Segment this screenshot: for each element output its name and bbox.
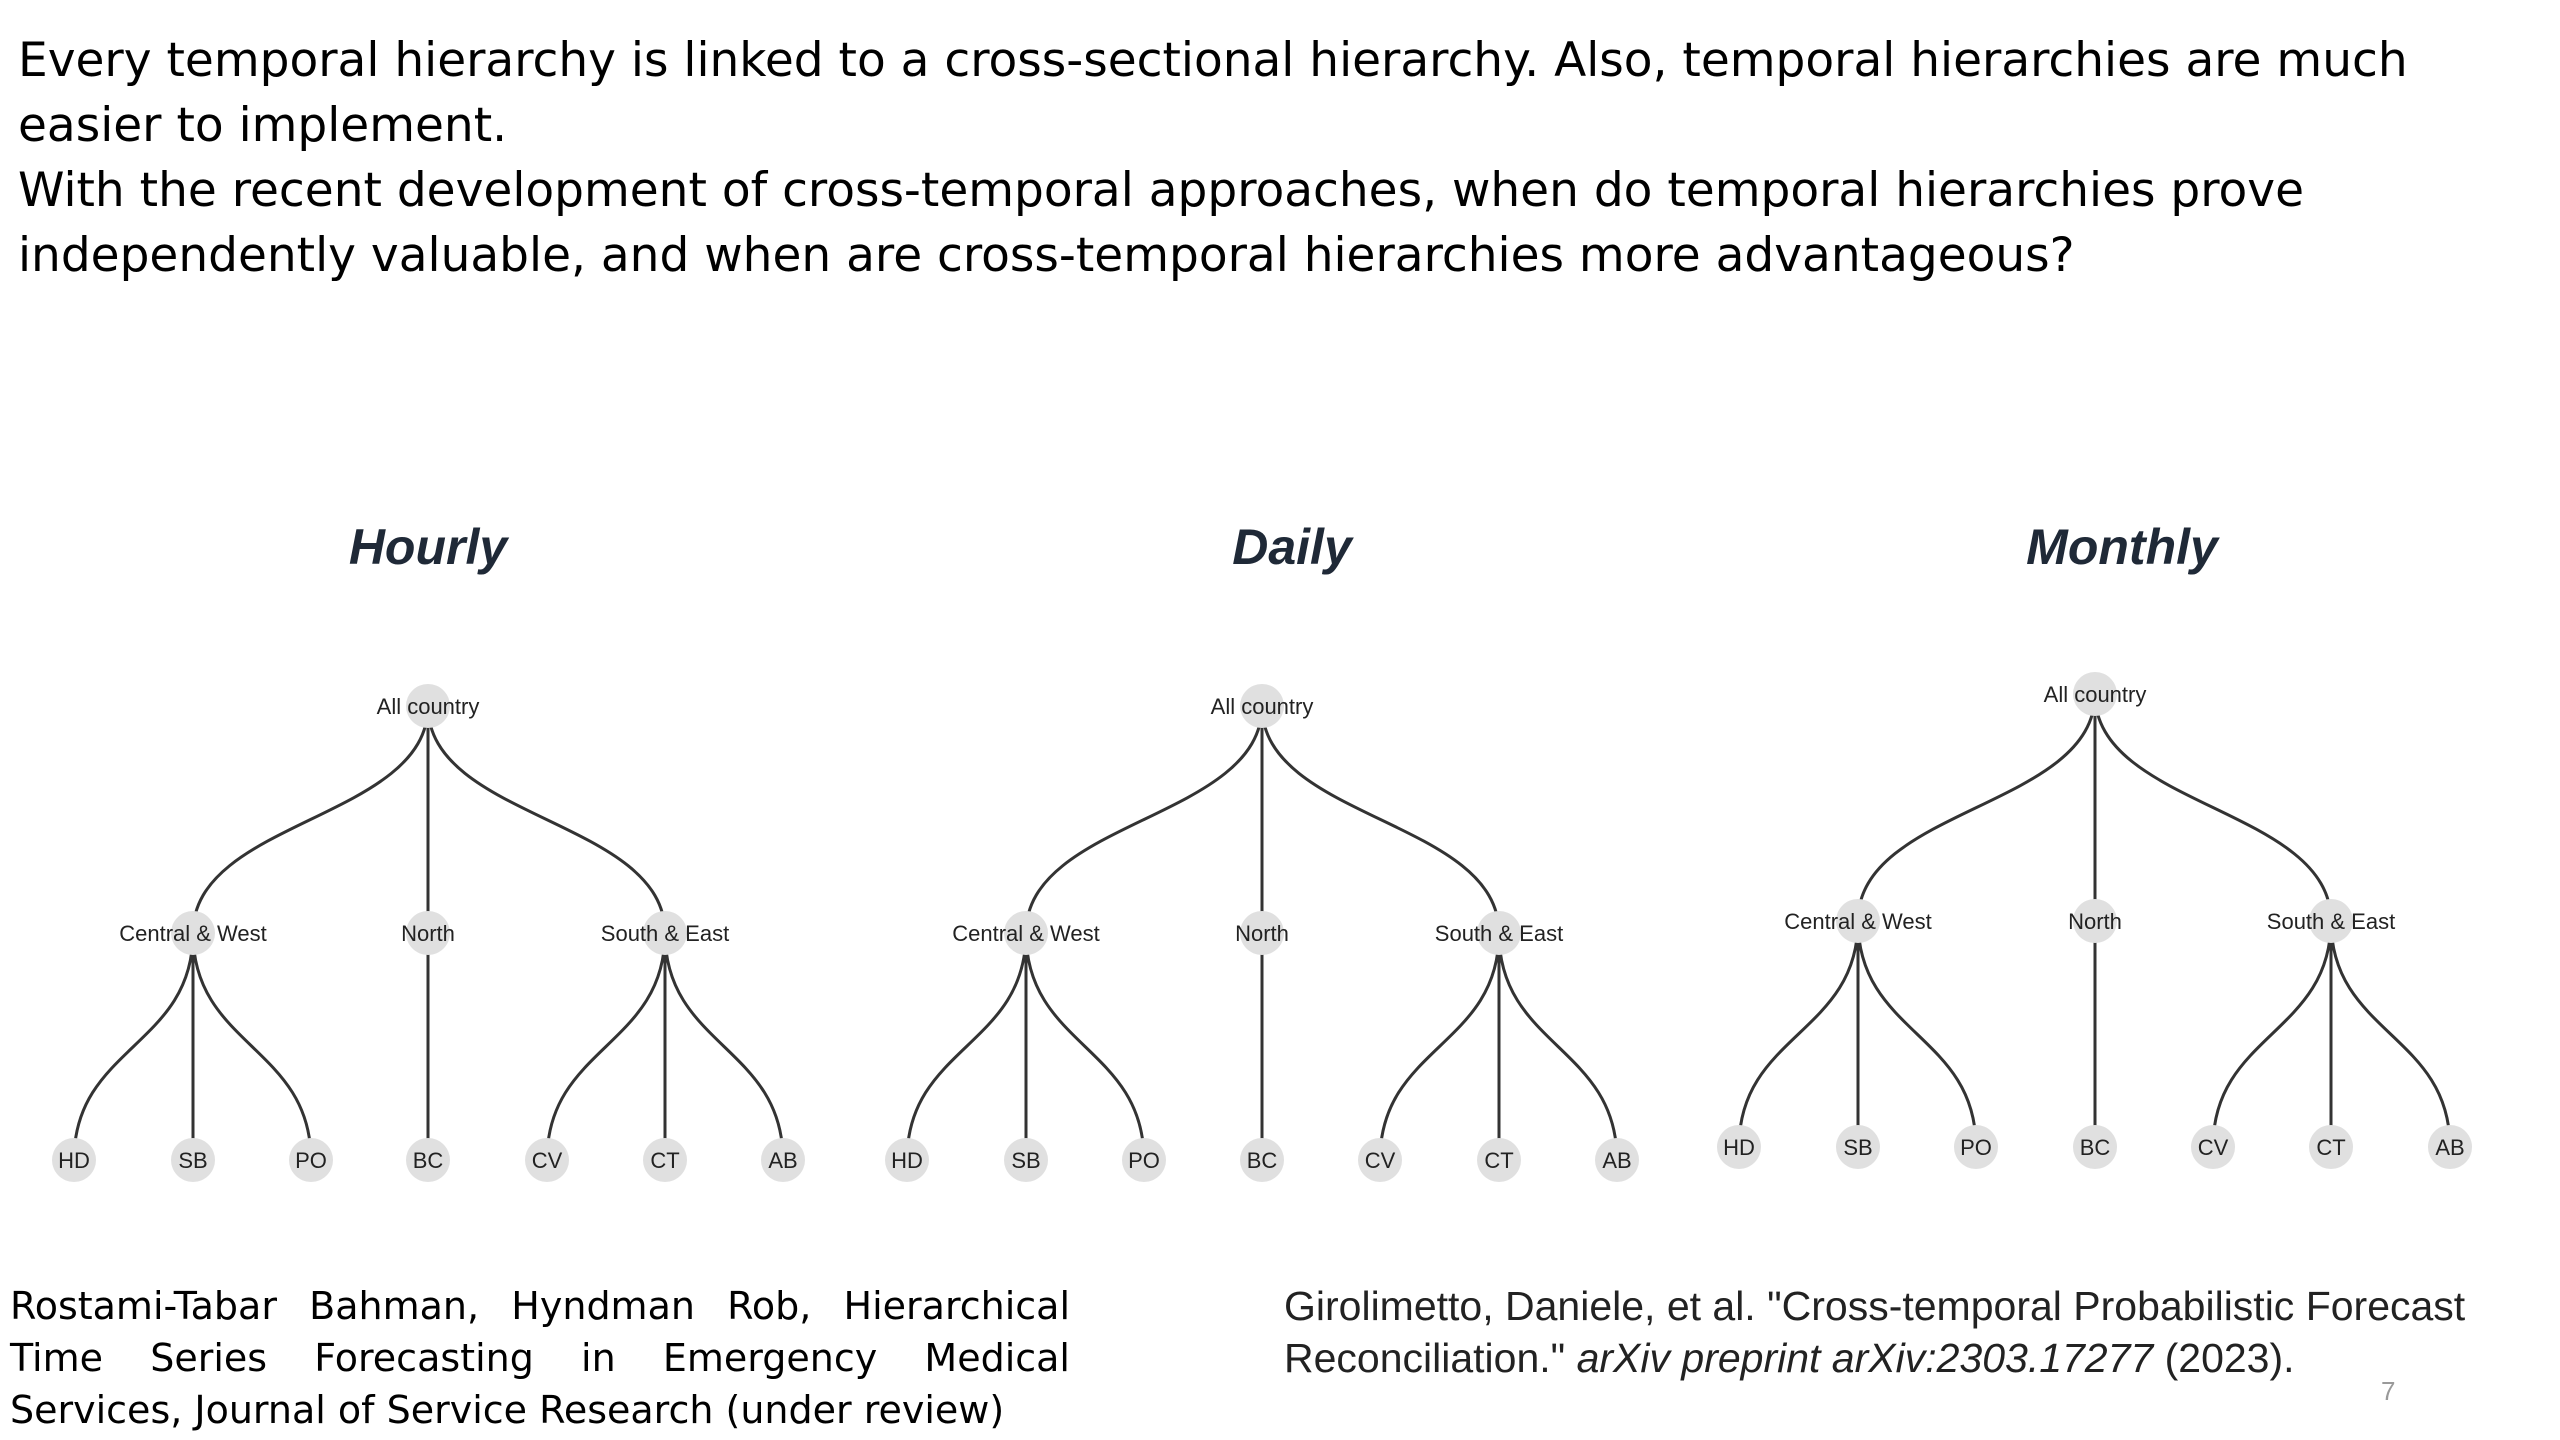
edge-root-to-region bbox=[1262, 706, 1499, 933]
reference-girolimetto-text: Girolimetto, Daniele, et al. "Cross-temporal Probabilistic Forecast Reconciliation." bbox=[1284, 1283, 2466, 1381]
tree-title-hourly: Hourly bbox=[348, 519, 508, 575]
edge-region-to-leaf bbox=[1026, 933, 1144, 1160]
root-all-country-label: All country bbox=[2043, 681, 2147, 707]
tree-monthly bbox=[1717, 672, 2472, 1169]
edge-region-to-leaf bbox=[1499, 933, 1617, 1160]
leaf-sb-label: SB bbox=[178, 1147, 208, 1173]
edge-region-to-leaf bbox=[907, 933, 1026, 1160]
leaf-po-label: PO bbox=[1960, 1134, 1992, 1160]
tree-title-daily: Daily bbox=[1232, 519, 1352, 575]
edge-region-to-leaf bbox=[2331, 921, 2450, 1147]
edge-region-to-leaf bbox=[547, 933, 665, 1160]
edge-region-to-leaf bbox=[1380, 933, 1499, 1160]
edge-region-to-leaf bbox=[665, 933, 783, 1160]
leaf-ab-label: AB bbox=[1602, 1147, 1632, 1173]
edge-region-to-leaf bbox=[74, 933, 193, 1160]
leaf-po-label: PO bbox=[295, 1147, 327, 1173]
tree-daily bbox=[885, 684, 1639, 1182]
reference-rostami-tabar: Rostami-Tabar Bahman, Hyndman Rob, Hierarchical Time Series Forecasting in Emergency Medical Services, Journal of Service Research (under review) bbox=[10, 1284, 1070, 1432]
reference-girolimetto bbox=[1284, 1280, 2544, 1384]
leaf-bc-label: BC bbox=[1246, 1147, 1278, 1173]
region-central-west-label: Central & West bbox=[952, 920, 1100, 946]
page-number: 7 bbox=[2381, 1376, 2396, 1406]
region-north-label: North bbox=[401, 920, 455, 946]
leaf-hd-label: HD bbox=[891, 1147, 923, 1173]
leaf-po-label: PO bbox=[1128, 1147, 1160, 1173]
intro-paragraph-1: Every temporal hierarchy is linked to a cross-sectional hierarchy. Also, temporal hierarchies are much easier to implement. bbox=[18, 33, 2408, 153]
region-south-east-label: South & East bbox=[2266, 908, 2396, 934]
tree-hourly bbox=[52, 684, 805, 1182]
edge-root-to-region bbox=[1026, 706, 1262, 933]
region-north-label: North bbox=[2068, 908, 2122, 934]
edge-region-to-leaf bbox=[193, 933, 311, 1160]
region-south-east-label: South & East bbox=[1434, 920, 1564, 946]
edge-region-to-leaf bbox=[1739, 921, 1858, 1147]
root-all-country-label: All country bbox=[376, 693, 480, 719]
reference-girolimetto-journal: arXiv preprint arXiv:2303.17277 bbox=[1576, 1335, 2154, 1381]
leaf-ab-label: AB bbox=[2435, 1134, 2465, 1160]
tree-title-monthly: Monthly bbox=[2026, 519, 2218, 575]
leaf-hd-label: HD bbox=[58, 1147, 90, 1173]
reference-girolimetto-year: (2023). bbox=[2153, 1335, 2295, 1381]
edge-root-to-region bbox=[1858, 694, 2095, 921]
edge-root-to-region bbox=[2095, 694, 2331, 921]
leaf-sb-label: SB bbox=[1843, 1134, 1873, 1160]
edge-region-to-leaf bbox=[1858, 921, 1976, 1147]
region-south-east-label: South & East bbox=[600, 920, 730, 946]
region-central-west-label: Central & West bbox=[119, 920, 267, 946]
leaf-bc-label: BC bbox=[412, 1147, 444, 1173]
leaf-ct-label: CT bbox=[1484, 1147, 1514, 1173]
root-all-country-label: All country bbox=[1210, 693, 1314, 719]
region-central-west-label: Central & West bbox=[1784, 908, 1932, 934]
leaf-ct-label: CT bbox=[2316, 1134, 2346, 1160]
leaf-ct-label: CT bbox=[650, 1147, 680, 1173]
leaf-cv-label: CV bbox=[2197, 1134, 2229, 1160]
leaf-hd-label: HD bbox=[1723, 1134, 1755, 1160]
leaf-ab-label: AB bbox=[768, 1147, 798, 1173]
edge-root-to-region bbox=[428, 706, 665, 933]
leaf-sb-label: SB bbox=[1011, 1147, 1041, 1173]
edge-root-to-region bbox=[193, 706, 428, 933]
leaf-cv-label: CV bbox=[531, 1147, 563, 1173]
leaf-cv-label: CV bbox=[1364, 1147, 1396, 1173]
intro-paragraph-2: With the recent development of cross-temporal approaches, when do temporal hierarchies prove independently valuable, and when are cross-temporal hierarchies more advantageous? bbox=[18, 163, 2305, 283]
edge-region-to-leaf bbox=[2213, 921, 2331, 1147]
leaf-bc-label: BC bbox=[2079, 1134, 2111, 1160]
region-north-label: North bbox=[1235, 920, 1289, 946]
